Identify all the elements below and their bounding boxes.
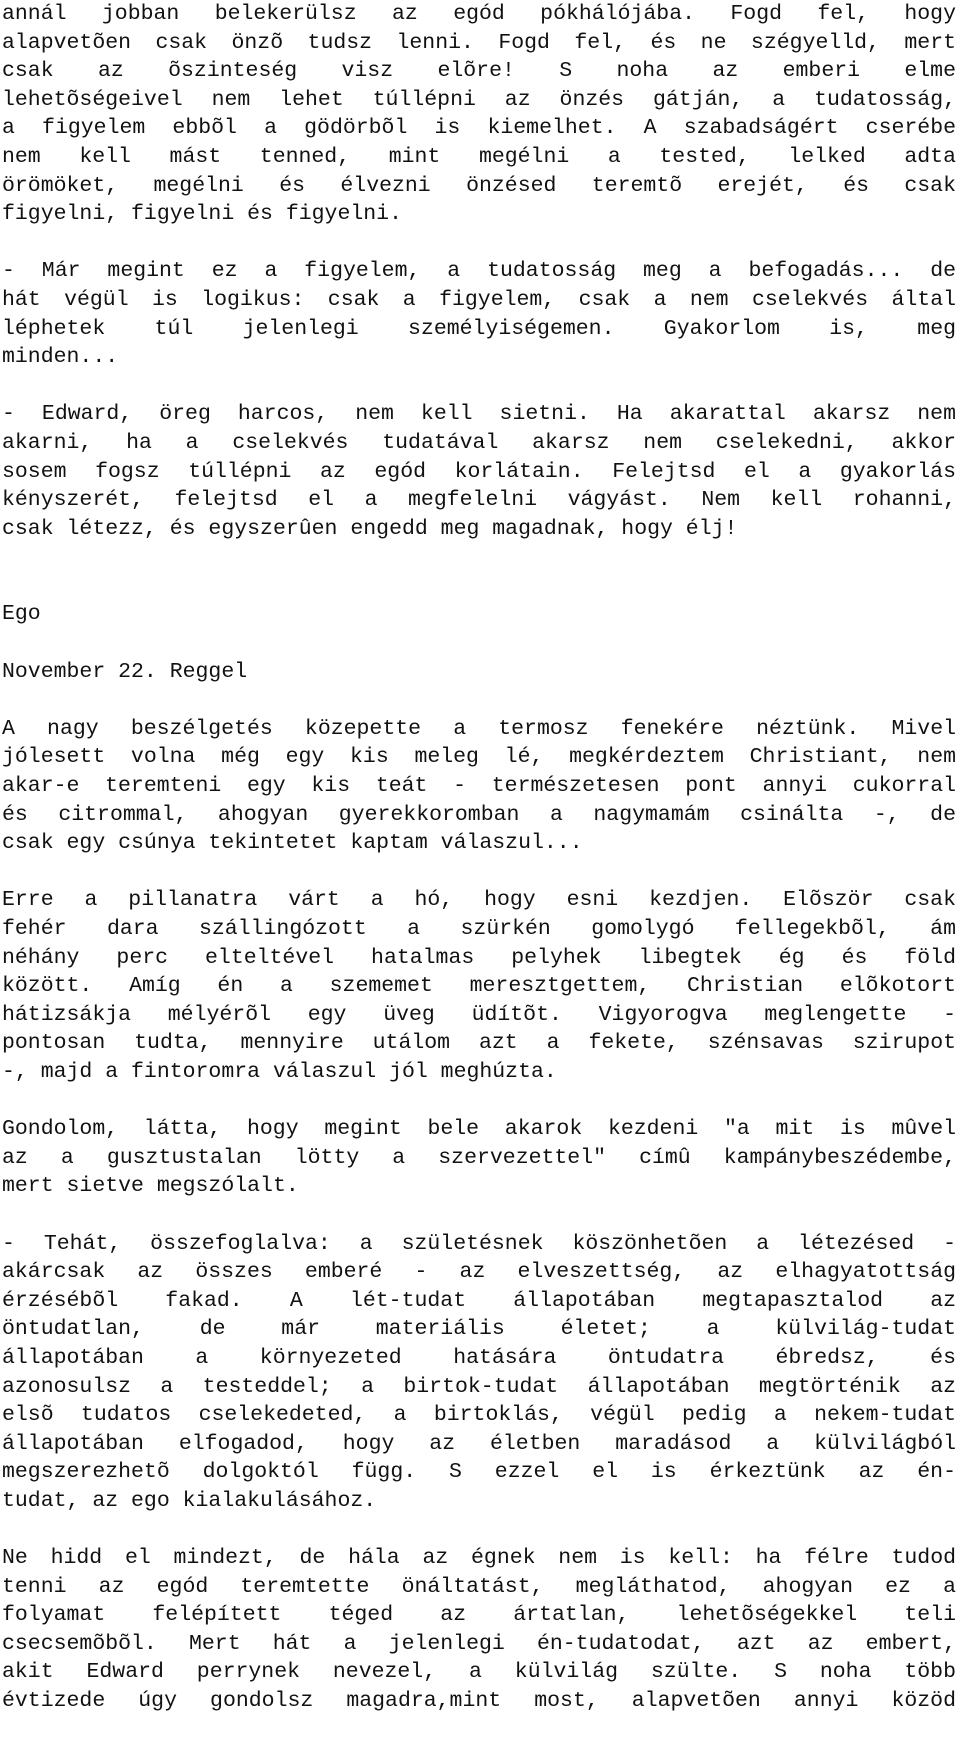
date-line: November 22. Reggel bbox=[2, 659, 248, 684]
section-title: Ego bbox=[2, 602, 41, 627]
paragraph bbox=[2, 1230, 958, 1516]
text-line: csak létezz, és egyszerûen engedd meg magadnak, hogy élj! bbox=[2, 516, 738, 541]
text-line: pontosan tudta, mennyire utálom azt a fekete, szénsavas szirupot bbox=[2, 1031, 956, 1056]
text-line: csak egy csúnya tekintetet kaptam válaszul... bbox=[2, 831, 583, 856]
text-line: tudat, az ego kialakulásához. bbox=[2, 1488, 377, 1513]
text-line: örömöket, megélni és élvezni önzésed teremtõ erejét, és csak bbox=[2, 173, 956, 198]
text-line: sosem fogsz túllépni az egód korlátain. Felejtsd el a gyakorlás bbox=[2, 459, 956, 484]
blank-line bbox=[2, 572, 958, 601]
text-line: akit Edward perrynek nevezel, a külvilág szülte. S noha több bbox=[2, 1660, 956, 1685]
text-line: csak az õszinteség visz elõre! S noha az emberi elme bbox=[2, 59, 956, 84]
paragraph bbox=[2, 715, 958, 858]
text-line: állapotában elfogadod, hogy az életben maradásod a külvilágból bbox=[2, 1431, 956, 1456]
text-line: között. Amíg én a szememet meresztgettem, Christian elõkotort bbox=[2, 974, 956, 999]
text-line: és citrommal, ahogyan gyerekkoromban a nagymamám csinálta -, de bbox=[2, 802, 956, 827]
text-line: csecsemõbõl. Mert hát a jelenlegi én-tudatodat, azt az embert, bbox=[2, 1631, 956, 1656]
text-line: A nagy beszélgetés közepette a termosz fenekére néztünk. Mivel bbox=[2, 716, 956, 741]
text-line: évtizede úgy gondolsz magadra,mint most, alapvetõen annyi közöd bbox=[2, 1689, 956, 1714]
paragraph bbox=[2, 886, 958, 1086]
text-line: mert sietve megszólalt. bbox=[2, 1174, 299, 1199]
text-line: figyelni, figyelni és figyelni. bbox=[2, 202, 402, 227]
text-line: azonosulsz a testeddel; a birtok-tudat állapotában megtörténik az bbox=[2, 1374, 956, 1399]
text-line: állapotában a környezeted hatására öntudatra ébredsz, és bbox=[2, 1345, 956, 1370]
text-line: hát végül is logikus: csak a figyelem, csak a nem cselekvés által bbox=[2, 287, 956, 312]
text-line: alapvetõen csak önzõ tudsz lenni. Fogd fel, és ne szégyelld, mert bbox=[2, 30, 956, 55]
paragraph bbox=[2, 1115, 958, 1201]
text-line: elsõ tudatos cselekedeted, a birtoklás, végül pedig a nekem-tudat bbox=[2, 1403, 956, 1428]
text-line: öntudatlan, de már materiális életet; a külvilág-tudat bbox=[2, 1317, 956, 1342]
text-line: kényszerét, felejtsd el a megfelelni vágyást. Nem kell rohanni, bbox=[2, 488, 956, 513]
text-line: minden... bbox=[2, 345, 119, 370]
text-line: fehér dara szállingózott a szürkén gomolygó fellegekbõl, ám bbox=[2, 917, 956, 941]
text-line: nem kell mást tenned, mint megélni a tested, lelked adta bbox=[2, 144, 956, 169]
text-line: megszerezhetõ dolgoktól függ. S ezzel el is érkeztünk az én- bbox=[2, 1460, 956, 1485]
text-line: tenni az egód teremtette önáltatást, megláthatod, ahogyan ez a bbox=[2, 1574, 956, 1599]
text-line: akar-e teremteni egy kis teát - természetesen pont annyi cukorral bbox=[2, 774, 956, 799]
text-line: érzésébõl fakad. A lét-tudat állapotában megtapasztalod az bbox=[2, 1288, 956, 1313]
text-line: folyamat felépített téged az ártatlan, lehetõségekkel teli bbox=[2, 1603, 956, 1628]
text-line: az a gusztustalan lötty a szervezettel" címû kampánybeszédembe, bbox=[2, 1145, 956, 1170]
text-line: akarni, ha a cselekvés tudatával akarsz nem cselekedni, akkor bbox=[2, 430, 956, 455]
text-line: hátizsákja mélyérõl egy üveg üdítõt. Vigyorogva meglengette - bbox=[2, 1002, 956, 1027]
text-line: - Edward, öreg harcos, nem kell sietni. Ha akarattal akarsz nem bbox=[2, 402, 956, 427]
text-line: Gondolom, látta, hogy megint bele akarok kezdeni "a mit is mûvel bbox=[2, 1117, 956, 1142]
text-line: - Tehát, összefoglalva: a születésnek köszönhetõen a létezésed - bbox=[2, 1231, 956, 1256]
text-line: Ne hidd el mindezt, de hála az égnek nem is kell: ha félre tudod bbox=[2, 1546, 956, 1571]
paragraph bbox=[2, 1544, 958, 1716]
paragraph bbox=[2, 0, 958, 229]
paragraph bbox=[2, 257, 958, 371]
text-line: Erre a pillanatra várt a hó, hogy esni kezdjen. Elõször csak bbox=[2, 888, 956, 913]
text-line: jólesett volna még egy kis meleg lé, megkérdeztem Christiant, nem bbox=[2, 745, 956, 770]
text-line: akárcsak az összes emberé - az elveszettség, az elhagyatottság bbox=[2, 1260, 956, 1285]
text-line: annál jobban belekerülsz az egód pókhálójába. Fogd fel, hogy bbox=[2, 2, 956, 26]
text-line: -, majd a fintoromra válaszul jól meghúzta. bbox=[2, 1059, 557, 1084]
paragraph bbox=[2, 400, 958, 543]
text-line: léphetek túl jelenlegi személyiségemen. Gyakorlom is, meg bbox=[2, 316, 956, 341]
text-line: lehetõségeivel nem lehet túllépni az önzés gátján, a tudatosság, bbox=[2, 87, 956, 112]
text-line: - Már megint ez a figyelem, a tudatosság meg a befogadás... de bbox=[2, 259, 956, 284]
text-line: a figyelem ebbõl a gödörbõl is kiemelhet. A szabadságért cserébe bbox=[2, 116, 956, 141]
text-line: néhány perc elteltével hatalmas pelyhek libegtek ég és föld bbox=[2, 945, 956, 970]
